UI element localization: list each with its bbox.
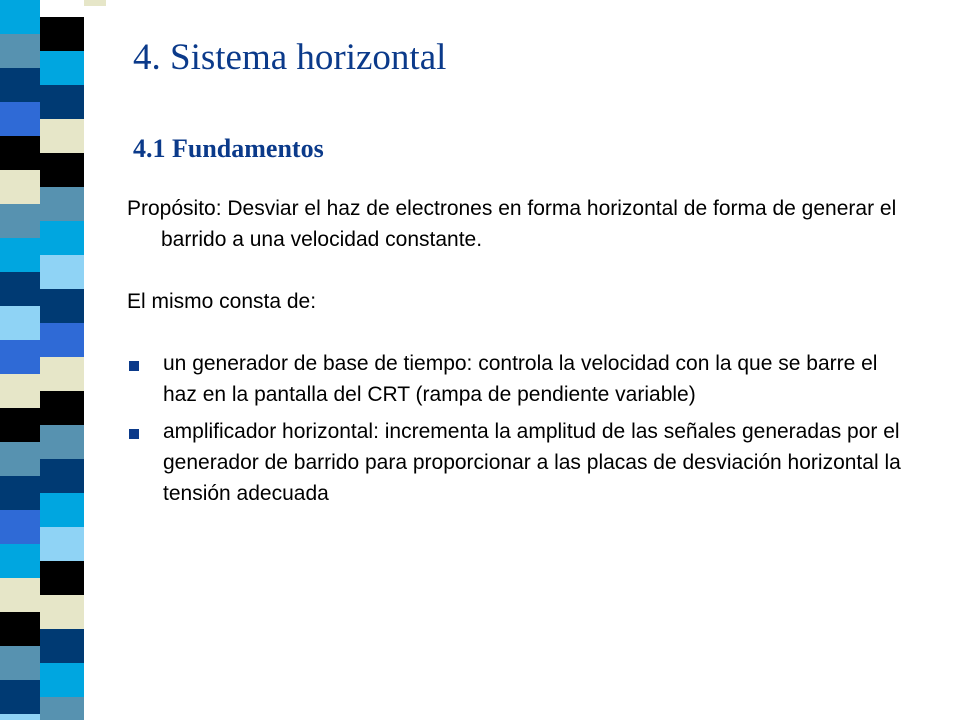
strip-block — [40, 221, 84, 255]
strip-block — [0, 272, 40, 306]
strip-block — [0, 646, 40, 680]
strip-block — [0, 544, 40, 578]
strip-block — [40, 17, 84, 51]
strip-block — [40, 493, 84, 527]
strip-block — [40, 629, 84, 663]
decorative-color-strip — [0, 0, 110, 720]
strip-block — [0, 0, 40, 34]
strip-block — [40, 527, 84, 561]
strip-block — [40, 85, 84, 119]
intro-text: El mismo consta de: — [127, 290, 317, 313]
bullet-text: amplificador horizontal: incrementa la amplitud de las señales generadas por el generador de barrido para proporcionar a las placas de desviación horizontal la tensión adecuada — [163, 420, 901, 505]
strip-block — [0, 714, 40, 720]
strip-block — [0, 442, 40, 476]
square-bullet-icon — [129, 361, 139, 371]
strip-block — [0, 102, 40, 136]
strip-block — [40, 663, 84, 697]
strip-block — [0, 374, 40, 408]
strip-block — [40, 51, 84, 85]
strip-block — [40, 425, 84, 459]
strip-block — [40, 459, 84, 493]
strip-block — [0, 340, 40, 374]
purpose-paragraph: Propósito: Desviar el haz de electrones en forma horizontal de forma de generar el barrido a una velocidad constante. — [127, 197, 897, 251]
strip-block — [40, 119, 84, 153]
strip-block — [40, 323, 84, 357]
strip-block — [0, 680, 40, 714]
strip-block — [40, 187, 84, 221]
bullet-item — [127, 348, 907, 410]
strip-block — [0, 170, 40, 204]
square-bullet-icon — [129, 429, 139, 439]
strip-block — [0, 238, 40, 272]
strip-block — [0, 408, 40, 442]
strip-block — [0, 510, 40, 544]
strip-block — [40, 561, 84, 595]
strip-block — [40, 697, 84, 720]
slide-title: 4. Sistema horizontal — [133, 37, 447, 78]
strip-block — [0, 306, 40, 340]
strip-block — [0, 136, 40, 170]
strip-accent — [84, 0, 106, 6]
bullet-list — [127, 348, 907, 509]
strip-block — [40, 357, 84, 391]
strip-block — [0, 476, 40, 510]
section-subtitle: 4.1 Fundamentos — [133, 134, 324, 163]
strip-block — [40, 595, 84, 629]
bullet-item — [127, 416, 907, 509]
slide-body — [127, 193, 907, 515]
strip-block — [0, 204, 40, 238]
strip-block — [40, 153, 84, 187]
strip-block — [0, 34, 40, 68]
strip-block — [40, 391, 84, 425]
strip-block — [0, 578, 40, 612]
strip-block — [0, 68, 40, 102]
strip-block — [40, 255, 84, 289]
bullet-text: un generador de base de tiempo: controla la velocidad con la que se barre el haz en la pantalla del CRT (rampa de pendiente variable) — [163, 352, 878, 406]
strip-block — [40, 289, 84, 323]
strip-block — [0, 612, 40, 646]
